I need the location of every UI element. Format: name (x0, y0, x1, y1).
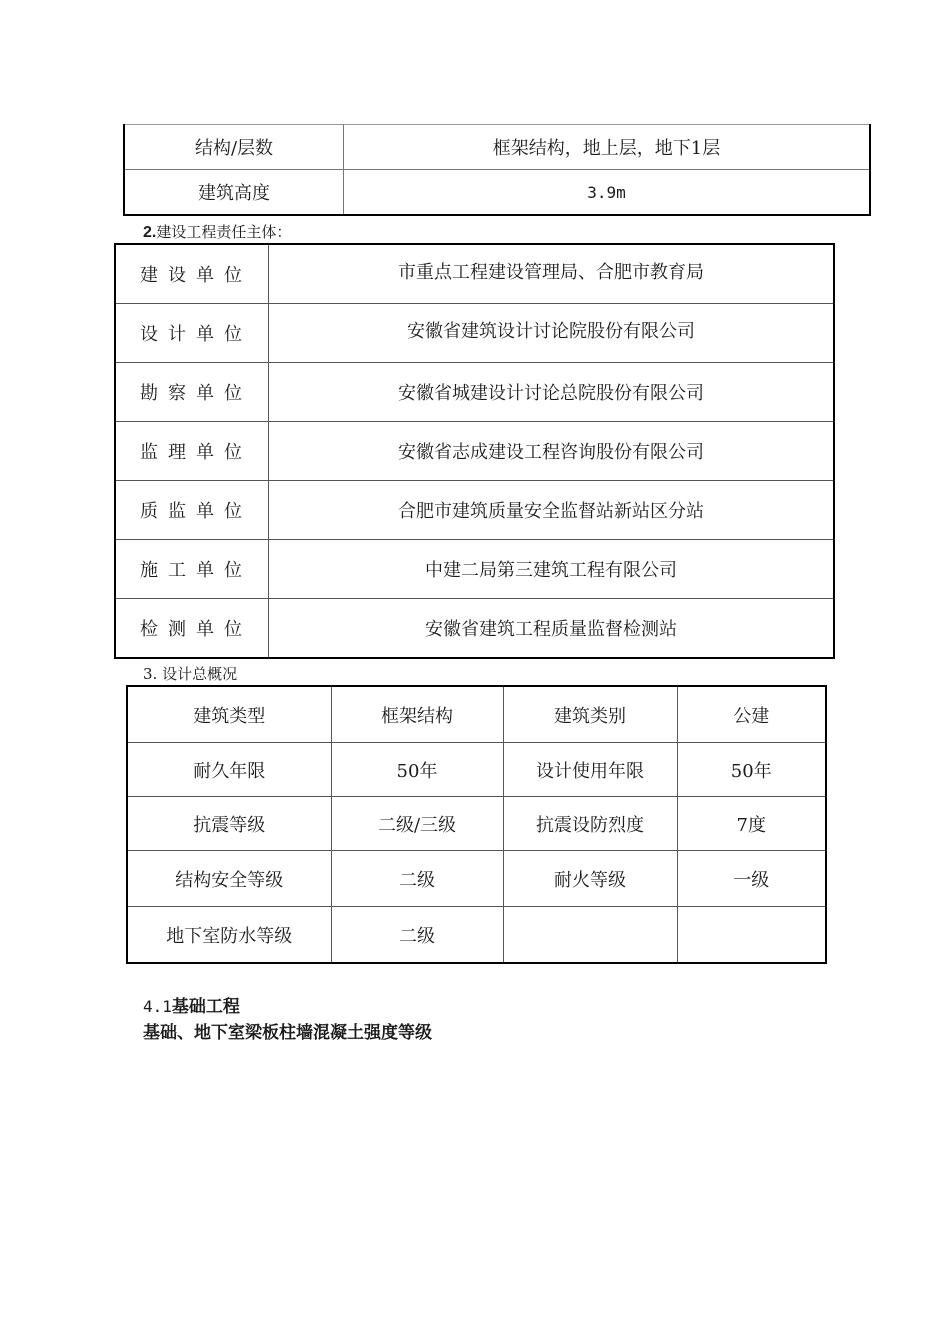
table-cell (503, 907, 677, 964)
table-cell: 公建 (677, 686, 826, 743)
section-3-heading: 3. 设计总概况 (143, 665, 238, 683)
party-label: 质监单位 (115, 481, 269, 540)
building-info-table (123, 124, 871, 216)
table-row (115, 244, 834, 304)
table-row (115, 363, 834, 422)
section-4-1-title: 基础工程 (171, 997, 240, 1017)
party-label: 监理单位 (115, 422, 269, 481)
party-value: 安徽省建筑设计讨论院股份有限公司 (269, 304, 835, 363)
table-cell: 框架结构 (331, 686, 503, 743)
party-value: 安徽省志成建设工程咨询股份有限公司 (269, 422, 835, 481)
table-cell: 7度 (677, 797, 826, 851)
table-row (127, 743, 826, 797)
section-2-title: 建设工程责任主体： (156, 223, 292, 241)
party-value: 合肥市建筑质量安全监督站新站区分站 (269, 481, 835, 540)
structure-floors-label: 结构/层数 (124, 125, 344, 170)
party-value: 中建二局第三建筑工程有限公司 (269, 540, 835, 599)
table-cell: 50年 (677, 743, 826, 797)
table-row (127, 851, 826, 907)
table-cell: 二级/三级 (331, 797, 503, 851)
table-cell: 二级 (331, 907, 503, 964)
table-row (127, 797, 826, 851)
responsible-parties-table (114, 243, 835, 659)
building-height-value: 3.9m (344, 170, 871, 216)
table-row (115, 304, 834, 363)
table-cell (677, 907, 826, 964)
table-cell: 建筑类型 (127, 686, 331, 743)
table-cell: 设计使用年限 (503, 743, 677, 797)
section-4-1-subtitle: 基础、地下室梁板柱墙混凝土强度等级 (143, 1023, 432, 1043)
party-label: 建设单位 (115, 244, 269, 304)
table-row (115, 481, 834, 540)
design-overview-table (126, 685, 827, 964)
table-row (127, 686, 826, 743)
party-label: 勘察单位 (115, 363, 269, 422)
party-value: 安徽省建筑工程质量监督检测站 (269, 599, 835, 659)
table-cell: 抗震等级 (127, 797, 331, 851)
table-cell: 一级 (677, 851, 826, 907)
table-cell: 建筑类别 (503, 686, 677, 743)
table-cell: 耐火等级 (503, 851, 677, 907)
table-cell: 地下室防水等级 (127, 907, 331, 964)
table-cell: 结构安全等级 (127, 851, 331, 907)
section-2-number: 2. (143, 224, 157, 241)
table-cell: 二级 (331, 851, 503, 907)
table-row (124, 170, 870, 216)
table-row (115, 540, 834, 599)
party-label: 设计单位 (115, 304, 269, 363)
table-row (115, 422, 834, 481)
party-label: 施工单位 (115, 540, 269, 599)
table-cell: 耐久年限 (127, 743, 331, 797)
table-row (127, 907, 826, 964)
table-cell: 50年 (331, 743, 503, 797)
party-value: 安徽省城建设计讨论总院股份有限公司 (269, 363, 835, 422)
table-cell: 抗震设防烈度 (503, 797, 677, 851)
section-4-1-heading (143, 992, 240, 1017)
party-value: 市重点工程建设管理局、合肥市教育局 (269, 244, 835, 304)
party-label: 检测单位 (115, 599, 269, 659)
section-4-1-number: 4.1 (143, 997, 172, 1016)
building-height-label: 建筑高度 (124, 170, 344, 216)
section-2-heading (143, 221, 291, 242)
table-row (124, 125, 870, 170)
table-row (115, 599, 834, 659)
structure-floors-value: 框架结构，地上层，地下1层 (344, 125, 871, 170)
